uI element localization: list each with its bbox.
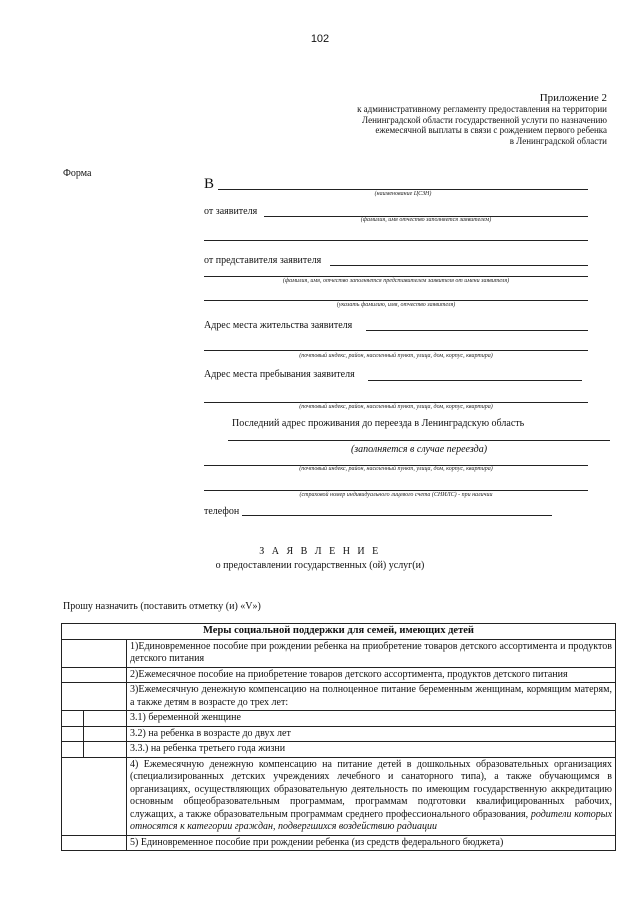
to-field-line[interactable] <box>218 189 588 190</box>
measure-1: 1)Единовременное пособие при рождении ребенка на приобретение товаров детского ассортимента и продуктов детского питания <box>127 639 616 667</box>
statement-subtitle: о предоставлении государственных (ой) услуг(и) <box>215 560 425 571</box>
spacer-cell <box>62 742 84 758</box>
measure-2: 2)Ежемесячное пособие на приобретение товаров детского ассортимента, продуктов детского питания <box>127 667 616 683</box>
appendix-line: к административному регламенту предоставления на территории <box>357 104 607 114</box>
phone-label: телефон <box>204 506 240 517</box>
measure-3-3: 3.3.) на ребенка третьего года жизни <box>127 742 616 758</box>
representative-label: от представителя заявителя <box>204 255 322 266</box>
applicant-field-line-2[interactable] <box>204 240 588 241</box>
checkbox-cell-5[interactable] <box>62 835 127 851</box>
representative-caption-2: (указать фамилию, имя, отчество заявителя) <box>336 302 456 308</box>
representative-field-line[interactable] <box>330 265 588 266</box>
form-label: Форма <box>63 168 92 179</box>
residence-label: Адрес места жительства заявителя <box>204 320 353 331</box>
table-row <box>62 742 616 758</box>
last-address-caption: (почтовый индекс, район, населенный пункт, улица, дом, корпус, квартира) <box>299 466 493 472</box>
last-address-note: (заполняется в случае переезда) <box>350 444 488 455</box>
checkbox-cell-1[interactable] <box>62 639 127 667</box>
table-header: Меры социальной поддержки для семей, имеющих детей <box>62 624 616 640</box>
residence-field-line[interactable] <box>366 330 588 331</box>
checkbox-cell-3-2[interactable] <box>84 726 127 742</box>
measure-3-1: 3.1) беременной женщине <box>127 711 616 727</box>
applicant-caption: (фамилия, имя отчество заполняется заявителем) <box>360 217 492 223</box>
table-row <box>62 639 616 667</box>
last-address-label: Последний адрес проживания до переезда в Ленинградскую область <box>232 418 525 429</box>
support-measures-table <box>61 623 616 851</box>
measure-4-italic: родители которых относятся к категории граждан, подвергшихся воздействию радиации <box>130 808 613 832</box>
table-header-row <box>62 624 616 640</box>
measure-4 <box>127 757 616 835</box>
stay-field-line[interactable] <box>368 380 582 381</box>
to-prefix: В <box>204 176 215 192</box>
page-number: 102 <box>310 33 330 45</box>
applicant-label: от заявителя <box>204 206 258 217</box>
representative-field-line-3[interactable] <box>204 300 588 301</box>
appendix-line: в Ленинградской области <box>509 135 607 146</box>
measure-5: 5) Единовременное пособие при рождении ребенка (из средств федерального бюджета) <box>127 835 616 851</box>
phone-field-line[interactable] <box>242 515 552 516</box>
checkbox-cell-2[interactable] <box>62 667 127 683</box>
spacer-cell <box>62 711 84 727</box>
representative-caption: (фамилия, имя, отчество заполняется представителем заявителя от имени заявителя) <box>282 278 510 284</box>
stay-label: Адрес места пребывания заявителя <box>204 369 355 380</box>
checkbox-cell-3-1[interactable] <box>84 711 127 727</box>
table-row <box>62 683 616 711</box>
appendix-title: Приложение 2 <box>539 92 607 104</box>
measure-3: 3)Ежемесячную денежную компенсацию на полноценное питание беременным женщинам, кормящим матерям, а также детям в возрасте до трех лет: <box>127 683 616 711</box>
checkbox-cell-3-3[interactable] <box>84 742 127 758</box>
measure-4-text: 4) Ежемесячную денежную компенсацию на питание детей в дошкольных образовательных организациях (специализированных детских учреждениях лечебного и санаторного типа), а также обучающимся в организациях, осуществляющих образовательную деятельность по имеющим государственную аккредитацию основным общеобразовательным программам, программам подготовки квалифицированных рабочих, служащих, а также образовательным программам среднего профессионального образования, <box>130 758 612 820</box>
snils-field-line[interactable] <box>204 490 588 491</box>
appendix-line: ежемесячной выплаты в связи с рождением первого ребенка <box>375 125 607 135</box>
appendix-header <box>277 92 607 146</box>
last-address-field-line[interactable] <box>228 440 610 441</box>
residence-field-line-2[interactable] <box>204 350 588 351</box>
appendix-line: Ленинградской области государственной услуги по назначению <box>362 114 607 125</box>
to-caption: (наименование ЦСЗН) <box>374 191 432 197</box>
measure-3-2: 3.2) на ребенка в возрасте до двух лет <box>127 726 616 742</box>
table-row <box>62 835 616 851</box>
table-row <box>62 667 616 683</box>
residence-caption: (почтовый индекс, район, населенный пункт, улица, дом, корпус, квартира) <box>299 353 493 359</box>
table-row <box>62 711 616 727</box>
representative-field-line-2[interactable] <box>204 276 588 277</box>
snils-caption: (страховой номер индивидуального лицевого счета (СНИЛС) - при наличии <box>299 492 493 498</box>
stay-field-line-2[interactable] <box>204 402 588 403</box>
checkbox-cell-3[interactable] <box>62 683 127 711</box>
request-text: Прошу назначить (поставить отметку (и) «V») <box>63 601 261 612</box>
spacer-cell <box>62 726 84 742</box>
stay-caption: (почтовый индекс, район, населенный пункт, улица, дом, корпус, квартира) <box>299 404 493 410</box>
statement-title: З А Я В Л Е Н И Е <box>259 546 381 557</box>
table-row <box>62 726 616 742</box>
checkbox-cell-4[interactable] <box>62 757 127 835</box>
table-row <box>62 757 616 835</box>
